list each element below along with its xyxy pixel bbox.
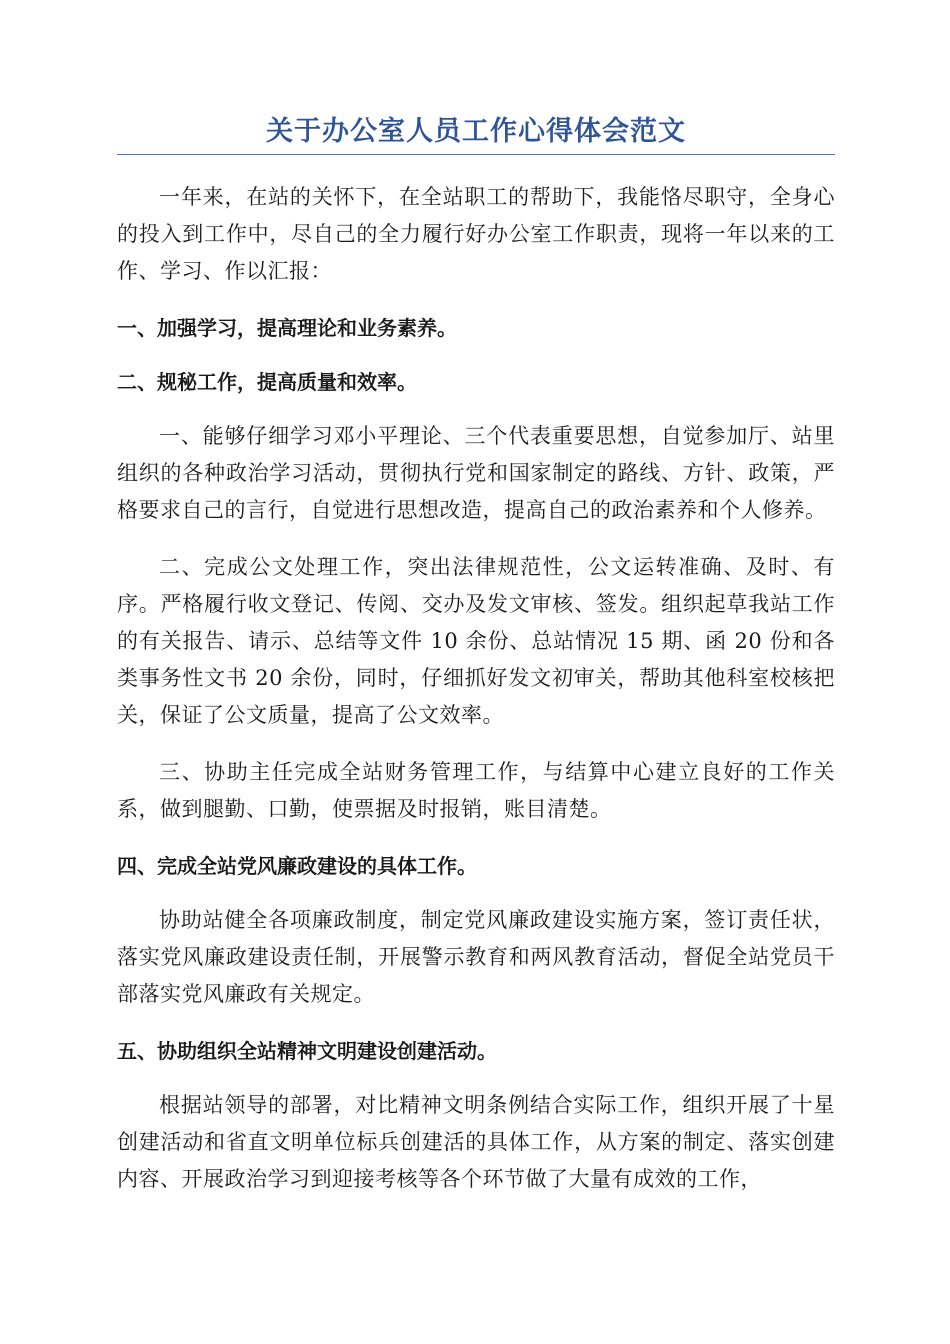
paragraph-study: 一、能够仔细学习邓小平理论、三个代表重要思想，自觉参加厅、站里组织的各种政治学习活动，贯彻执行党和国家制定的路线、方针、政策，严格要求自己的言行，自觉进行思想改造，提高自己的政治素养和个人修养。	[117, 424, 835, 522]
paragraph-integrity: 协助站健全各项廉政制度，制定党风廉政建设实施方案，签订责任状，落实党风廉政建设责任制，开展警示教育和两风教育活动，督促全站党员干部落实党风廉政有关规定。	[117, 908, 835, 1006]
document-page	[117, 112, 835, 1218]
document-title: 关于办公室人员工作心得体会范文	[266, 116, 686, 147]
title-underline	[117, 154, 835, 155]
section-heading-5: 五、协助组织全站精神文明建设创建活动。	[117, 1039, 497, 1063]
section-heading-1: 一、加强学习，提高理论和业务素养。	[117, 316, 457, 340]
paragraph-documents: 二、完成公文处理工作，突出法律规范性，公文运转准确、及时、有序。严格履行收文登记、传阅、交办及发文审核、签发。组织起草我站工作的有关报告、请示、总结等文件 10 余份、总站情况 15 期、函 20 份和各类事务性文书 20 余份，同时，仔细抓好发文初审关，帮助其他科室校核把关，保证了公文质量，提高了公文效率。	[117, 555, 835, 727]
section-heading-2: 二、规秘工作，提高质量和效率。	[117, 370, 417, 394]
paragraph-finance: 三、协助主任完成全站财务管理工作，与结算中心建立良好的工作关系，做到腿勤、口勤，使票据及时报销，账目清楚。	[117, 760, 835, 821]
paragraph-civilization: 根据站领导的部署，对比精神文明条例结合实际工作，组织开展了十星创建活动和省直文明单位标兵创建活的具体工作，从方案的制定、落实创建内容、开展政治学习到迎接考核等各个环节做了大量有成效的工作，	[117, 1093, 835, 1191]
paragraph-intro: 一年来，在站的关怀下，在全站职工的帮助下，我能恪尽职守，全身心的投入到工作中，尽自己的全力履行好办公室工作职责，现将一年以来的工作、学习、作以汇报：	[117, 185, 835, 283]
section-heading-4: 四、完成全站党风廉政建设的具体工作。	[117, 854, 477, 878]
